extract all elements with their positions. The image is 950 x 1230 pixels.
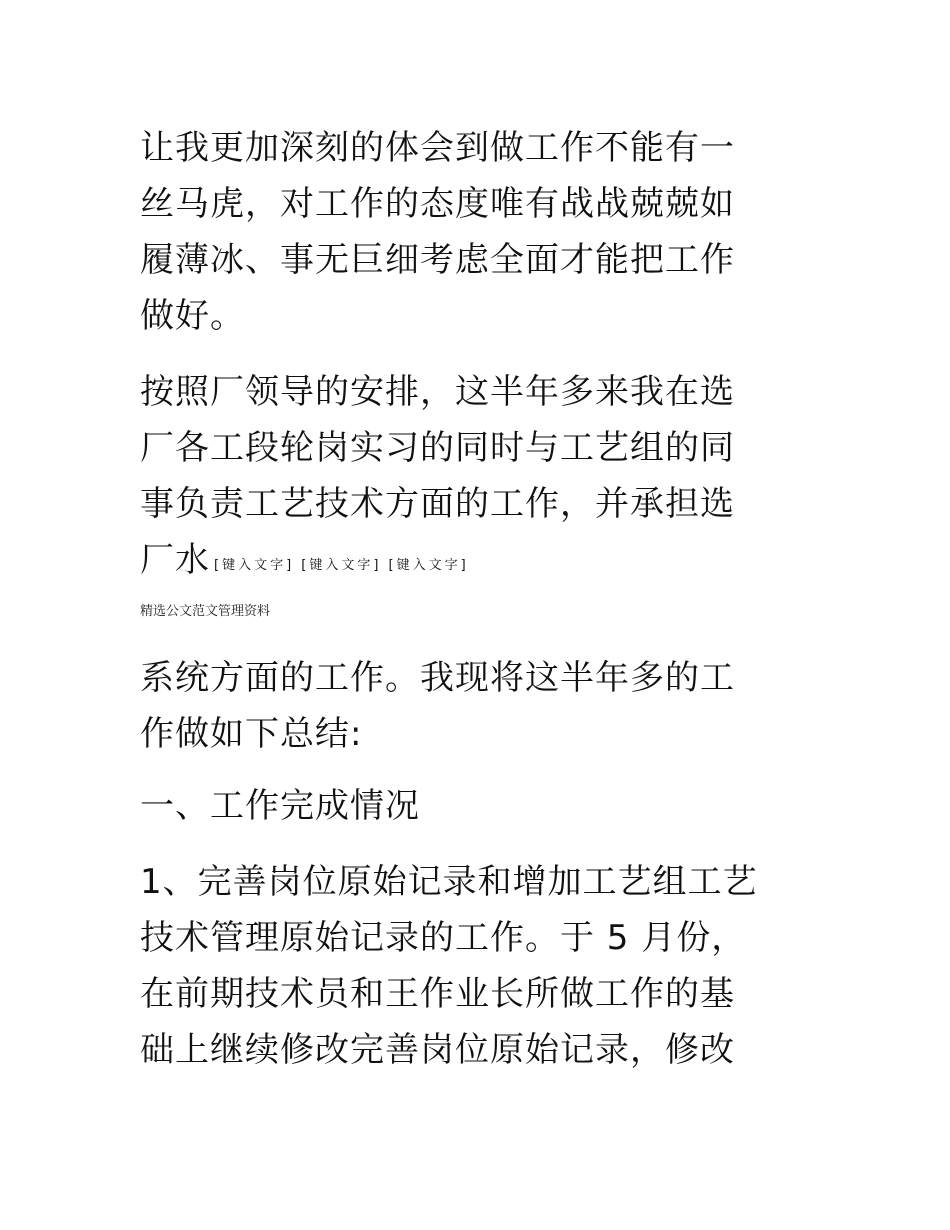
text-line: 在前期技术员和王作业长所做工作的基 (140, 974, 735, 1014)
text-line: 技术管理原始记录的工作。于 5 月份， (140, 918, 747, 958)
paragraph-1 (140, 120, 820, 344)
paragraph-3 (140, 650, 820, 762)
text-line: 事负责工艺技术方面的工作，并承担选 (140, 484, 735, 524)
header-placeholder: [键入文字] [键入文字] [键入文字] (214, 558, 469, 573)
text-line: 1、完善岗位原始记录和增加工艺组工艺 (140, 862, 758, 902)
text-line: 厂各工段轮岗实习的同时与工艺组的同 (140, 428, 735, 468)
text-line: 履薄冰、事无巨细考虑全面才能把工作 (140, 240, 735, 280)
heading-text: 一、工作完成情况 (140, 786, 420, 826)
paragraph-2 (140, 364, 820, 588)
footer-note: 精选公文范文管理资料 (140, 604, 271, 619)
text-line: 让我更加深刻的体会到做工作不能有一 (140, 128, 735, 168)
text-line: 按照厂领导的安排，这半年多来我在选 (140, 372, 735, 412)
paragraph-4 (140, 854, 820, 1078)
text-line: 础上继续修改完善岗位原始记录，修改 (140, 1030, 735, 1070)
text-line: 丝马虎，对工作的态度唯有战战兢兢如 (140, 184, 735, 224)
text-line-fragment: 厂水 (140, 540, 210, 580)
text-line-with-header (140, 532, 820, 588)
text-line: 做好。 (140, 296, 245, 336)
text-line: 作做如下总结: (140, 714, 363, 754)
text-line: 系统方面的工作。我现将这半年多的工 (140, 658, 735, 698)
section-heading (140, 778, 820, 834)
